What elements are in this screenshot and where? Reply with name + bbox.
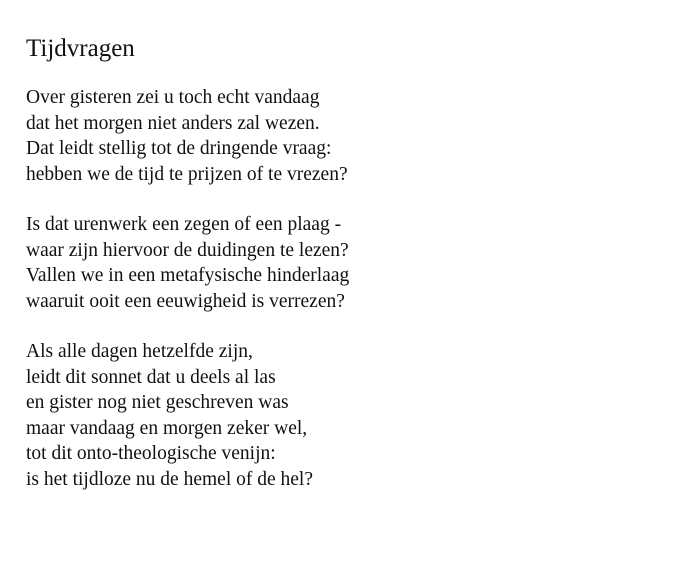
stanza-2 <box>26 212 349 314</box>
poem-page <box>26 34 349 517</box>
poem-line: Is dat urenwerk een zegen of een plaag - <box>26 214 342 235</box>
poem-line: tot dit onto-theologische venijn: <box>26 443 276 464</box>
poem-line: waaruit ooit een eeuwigheid is verrezen? <box>26 290 345 312</box>
poem-line: en gister nog niet geschreven was <box>26 392 289 413</box>
poem-line: Als alle dagen hetzelfde zijn, <box>26 341 253 362</box>
poem-title: Tijdvragen <box>26 35 135 62</box>
poem-line: is het tijdloze nu de hemel of de hel? <box>26 468 313 490</box>
poem-line: Over gisteren zei u toch echt vandaag <box>26 87 320 108</box>
poem-line: hebben we de tijd te prijzen of te vrezen? <box>26 163 348 185</box>
poem-line: waar zijn hiervoor de duidingen te lezen? <box>26 239 349 261</box>
poem-line: leidt dit sonnet dat u deels al las <box>26 366 276 388</box>
stanza-3 <box>26 339 349 492</box>
poem-line: Dat leidt stellig tot de dringende vraag: <box>26 138 332 159</box>
poem-line: Vallen we in een metafysische hinderlaag <box>26 265 350 286</box>
poem-line: maar vandaag en morgen zeker wel, <box>26 417 308 439</box>
poem-line: dat het morgen niet anders zal wezen. <box>26 112 320 134</box>
stanza-1 <box>26 85 349 187</box>
